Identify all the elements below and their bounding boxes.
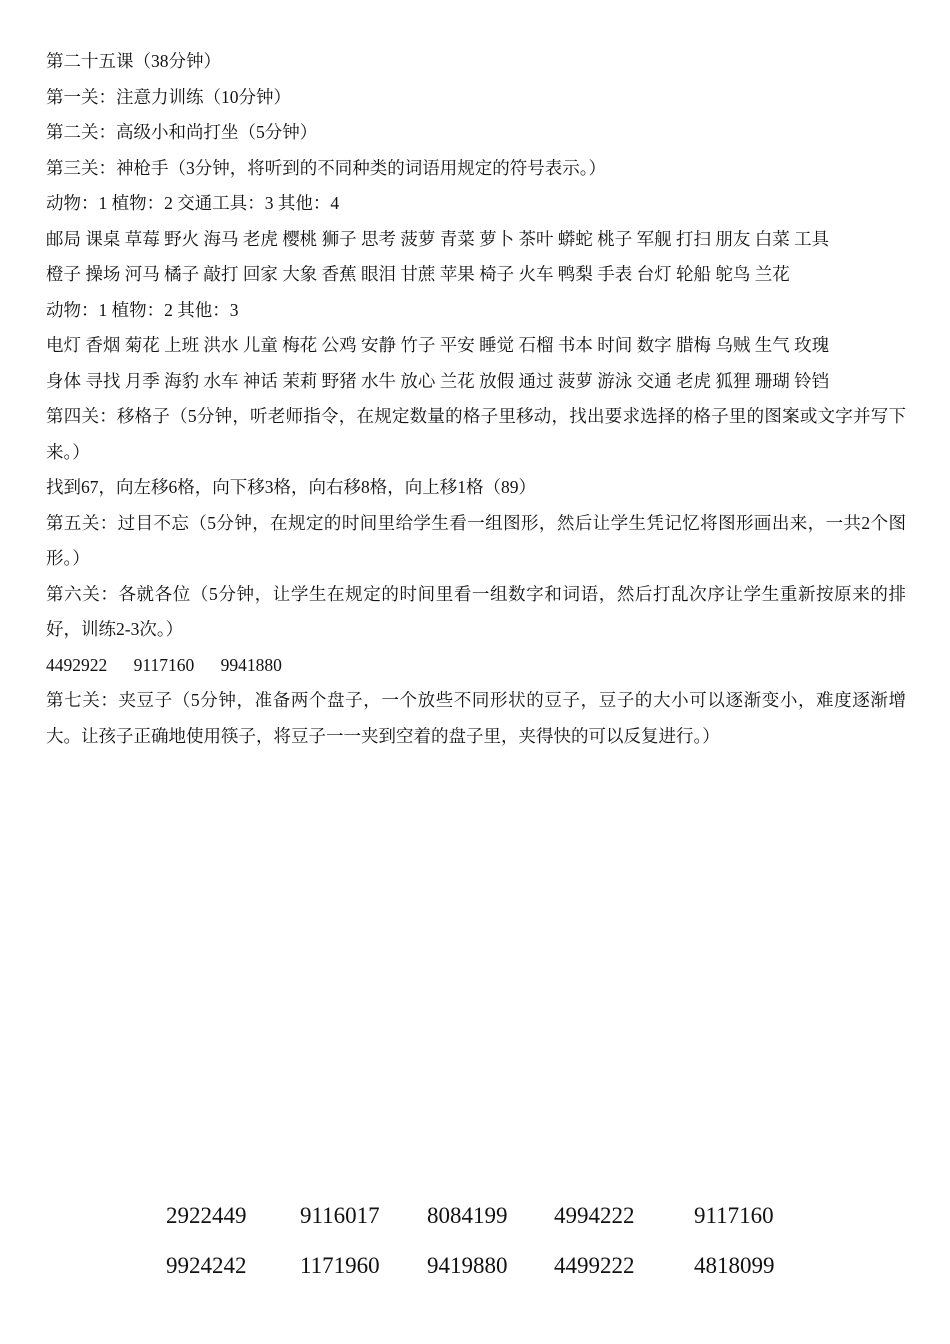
grid-number: 1171960 [300, 1253, 380, 1278]
level-2-heading: 第二关：高级小和尚打坐（5分钟） [46, 122, 318, 142]
category-legend-2: 动物：1 植物：2 其他：3 [46, 299, 239, 320]
grid-number: 4499222 [554, 1253, 635, 1278]
number-grid [166, 1196, 804, 1296]
level-6-number: 9117160 [133, 654, 195, 675]
word-list-1-line-1: 邮局 课桌 草莓 野火 海马 老虎 樱桃 狮子 思考 菠萝 青菜 萝卜 茶叶 蟒蛇 桃子 军舰 打扫 朋友 白菜 工具 [46, 228, 830, 249]
category-legend-1: 动物：1 植物：2 交通工具：3 其他：4 [46, 193, 340, 213]
level-7-heading: 第七关：夹豆子（5分钟，准备两个盘子，一个放些不同形状的豆子，豆子的大小可以逐渐变小，难度逐渐增大。让孩子正确地使用筷子，将豆子一一夹到空着的盘子里，夹得快的可以反复进行。） [46, 690, 906, 746]
grid-number: 9116017 [300, 1203, 380, 1228]
grid-number: 9924242 [166, 1253, 247, 1278]
word-list-2-line-1: 电灯 香烟 菊花 上班 洪水 儿童 梅花 公鸡 安静 竹子 平安 睡觉 石榴 书本 时间 数字 腊梅 乌贼 生气 玫瑰 [46, 335, 830, 355]
level-6-number: 4492922 [46, 654, 108, 675]
grid-number: 4994222 [554, 1203, 635, 1228]
lesson-content [46, 44, 906, 754]
number-grid-row [166, 1196, 804, 1246]
word-list-2-line-2: 身体 寻找 月季 海豹 水车 神话 茉莉 野猪 水牛 放心 兰花 放假 通过 菠萝 游泳 交通 老虎 狐狸 珊瑚 铃铛 [46, 370, 830, 391]
level-6-number: 9941880 [220, 654, 282, 675]
level-5-heading: 第五关：过目不忘（5分钟，在规定的时间里给学生看一组图形，然后让学生凭记忆将图形画出来，一共2个图形。） [46, 512, 906, 568]
level-6-heading: 第六关：各就各位（5分钟，让学生在规定的时间里看一组数字和词语，然后打乱次序让学生重新按原来的排好，训练2-3次。） [46, 583, 906, 639]
level-4-heading: 第四关：移格子（5分钟，听老师指令，在规定数量的格子里移动，找出要求选择的格子里的图案或文字并写下来。） [46, 406, 906, 462]
grid-number: 9419880 [427, 1253, 508, 1278]
level-4-task: 找到67，向左移6格，向下移3格，向右移8格，向上移1格（89） [46, 477, 536, 497]
grid-number: 9117160 [694, 1203, 774, 1228]
number-grid-row [166, 1246, 804, 1296]
word-list-1-line-2: 橙子 操场 河马 橘子 敲打 回家 大象 香蕉 眼泪 甘蔗 苹果 椅子 火车 鸭梨 手表 台灯 轮船 鸵鸟 兰花 [46, 264, 790, 284]
level-1-heading: 第一关：注意力训练（10分钟） [46, 86, 291, 107]
grid-number: 2922449 [166, 1203, 247, 1228]
lesson-title: 第二十五课（38分钟） [46, 51, 221, 71]
level-6-numbers [46, 648, 906, 684]
grid-number: 8084199 [427, 1203, 508, 1228]
level-3-heading: 第三关：神枪手（3分钟，将听到的不同种类的词语用规定的符号表示。） [46, 157, 606, 178]
grid-number: 4818099 [694, 1253, 775, 1278]
